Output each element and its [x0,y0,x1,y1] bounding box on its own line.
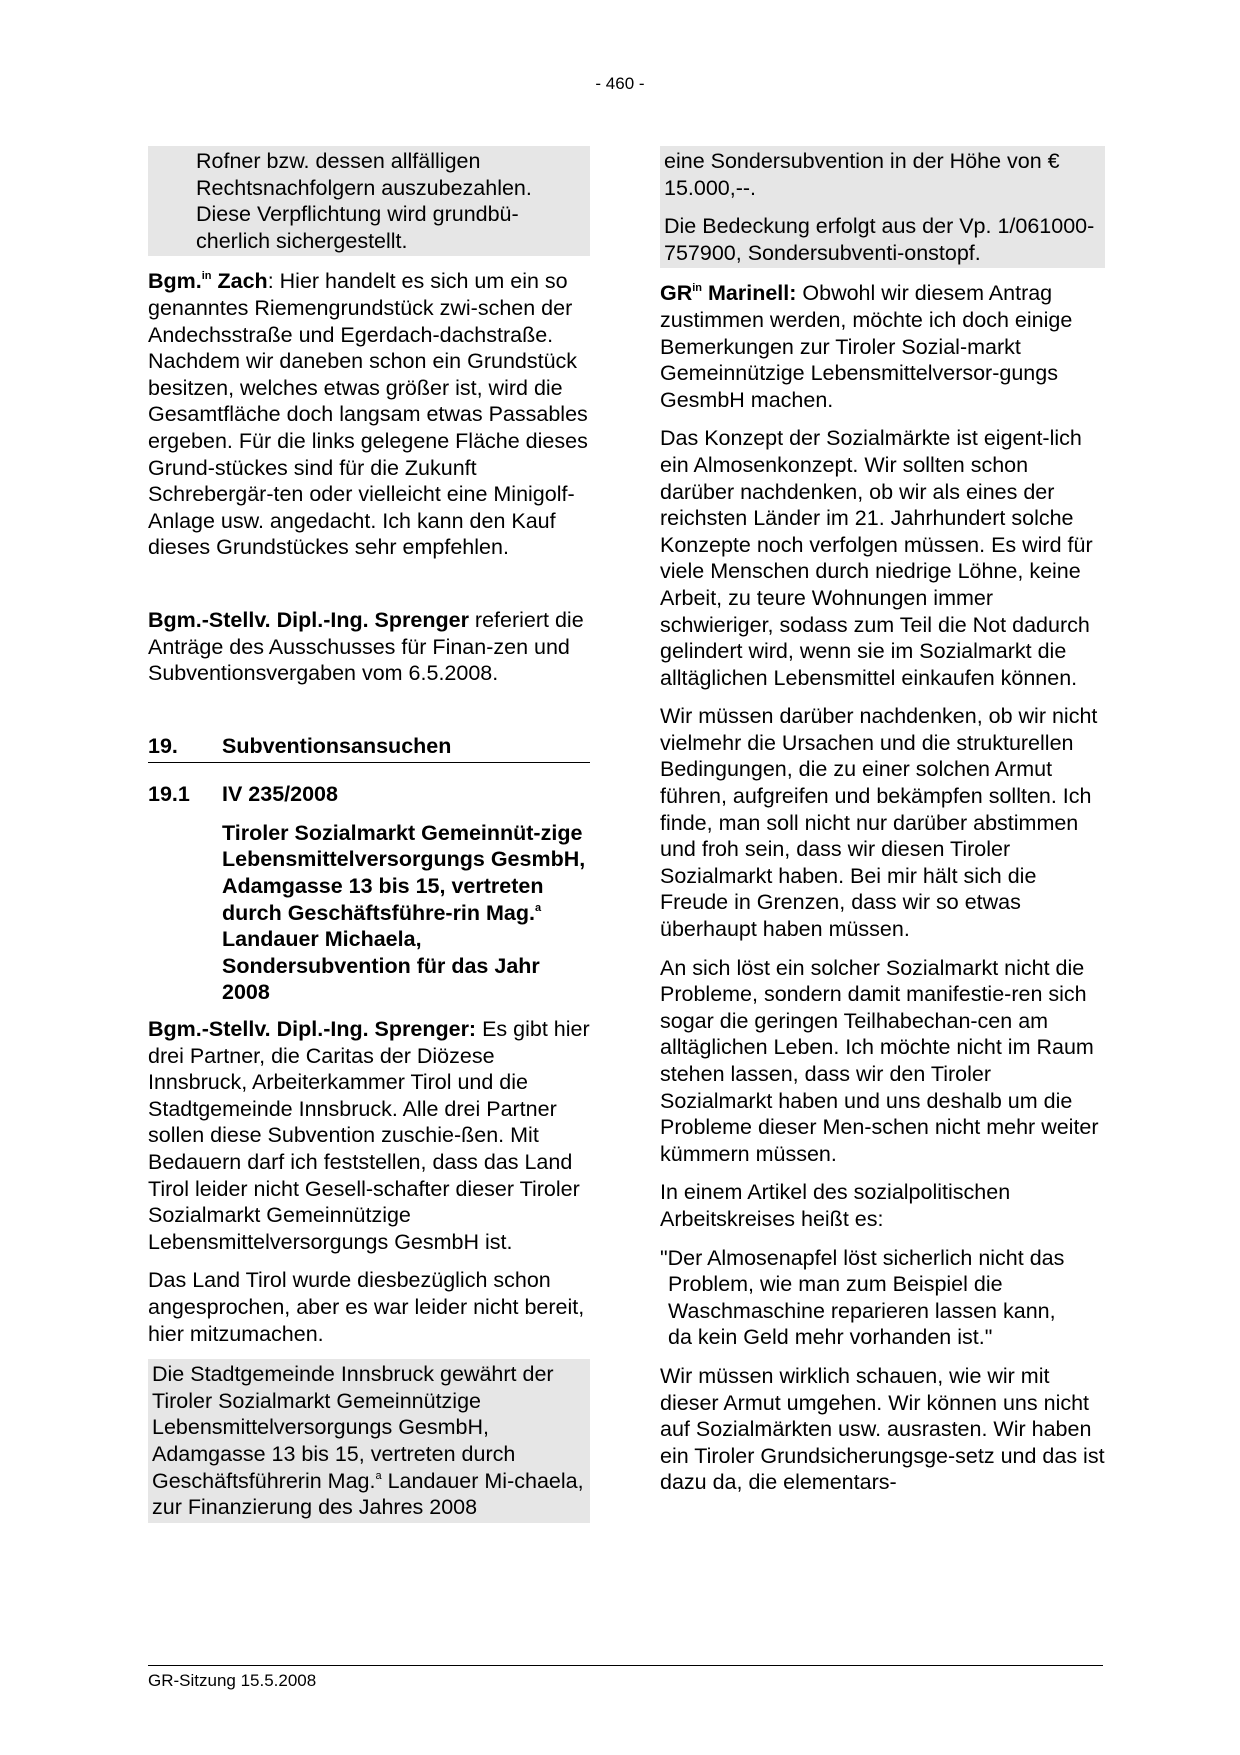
sprenger-intro-paragraph [148,607,590,687]
section-title: Subventionsansuchen [222,733,452,758]
shaded-block-bottom [148,1359,590,1523]
sprenger-intro-speaker: Bgm.-Stellv. Dipl.-Ing. Sprenger [148,607,469,632]
footer-text: GR-Sitzung 15.5.2008 [148,1671,317,1690]
marinell-speaker-sup: in [692,282,703,295]
right-column [660,146,1105,1508]
shaded-top-line: cherlich sichergestellt. [196,228,408,253]
sprenger-intro-text: referiert die Anträge des Ausschusses für Finan-zen und Subventionsvergaben vom 6.5.2008. [148,607,584,686]
left-column [148,146,590,1535]
sprenger-speech-speaker: Bgm.-Stellv. Dipl.-Ing. Sprenger: [148,1017,477,1042]
item-heading [148,781,590,808]
zach-speaker-sup: in [201,270,212,283]
shaded-block-right [660,146,1105,268]
item-ref: IV 235/2008 [222,782,338,807]
land-tirol-paragraph: Das Land Tirol wurde diesbezüglich schon angesprochen, aber es war leider nicht bereit, hier mitzumachen. [148,1268,585,1346]
ursachen-paragraph: Wir müssen darüber nachdenken, ob wir nicht vielmehr die Ursachen und die strukturellen Bedingungen, die zu einer solchen Armut führen, aufgreifen und bekämpfen sollten. Ich finde, man soll nicht nur darüber abstimmen und froh sein, dass wir diesen Tiroler Sozialmarkt haben. Bei mir hält sich die Freude in Grenzen, dass wir so etwas überhaupt haben müssen. [660,704,1098,942]
shaded-right-p2: Die Bedeckung erfolgt aus der Vp. 1/061000-757900, Sondersubventi-onstopf. [664,214,1095,265]
shaded-top-line: Rechtsnachfolgern auszubezahlen. [196,175,532,200]
quote-line: Problem, wie man zum Beispiel die [668,1272,1003,1297]
item-title-part1: Tiroler Sozialmarkt Gemeinnüt-zige Lebensmittelversorgungs GesmbH, Adamgasse 13 bis 15, vertreten durch Geschäftsführe-rin Mag. [222,820,586,925]
quote-block [660,1245,1105,1351]
page-number: - 460 - [595,74,645,93]
sprenger-speech-text: Es gibt hier drei Partner, die Caritas der Diözese Innsbruck, Arbeiterkammer Tirol und die Stadtgemeinde Innsbruck. Alle drei Partner sollen diese Subvention zuschie-ßen. Mit Bedauern darf ich feststellen, dass das Land Tirol leider nicht Gesell-schafter dieser Tiroler Sozialmarkt Gemeinnützige Lebensmittelversorgungs GesmbH ist. [148,1017,590,1254]
zach-text: : Hier handelt es sich um ein so genanntes Riemengrundstück zwi-schen der Andechsstraße und Egerdach-dachstraße. Nachdem wir daneben schon ein Grundstück besitzen, welches etwas größer ist, wird die Gesamtfläche doch langsam etwas Passables ergeben. Für die links gelegene Fläche dieses Grund-stückes sind für die Zukunft Schrebergär-ten oder vielleicht eine Minigolf-Anlage usw. angedacht. Ich kann den Kauf dieses Grundstückes sehr empfehlen. [148,269,588,560]
item-title-part2: Landauer Michaela, Sondersubvention für das Jahr 2008 [222,927,540,1005]
section-number: 19. [148,733,178,758]
quote-line: "Der Almosenapfel löst sicherlich nicht das [660,1245,1065,1270]
shaded-top-line: Rofner bzw. dessen allfälligen [196,149,481,173]
armut-paragraph: Wir müssen wirklich schauen, wie wir mit dieser Armut umgehen. Wir können uns nicht auf Sozialmärkten usw. ausrasten. Wir haben ein Tiroler Grundsicherungsge-setz und das ist dazu da, die elementars- [660,1363,1105,1495]
marinell-speaker-name: Marinell: [702,281,797,306]
item-title-sup: a [535,901,542,914]
marinell-text: Obwohl wir diesem Antrag zustimmen werden, möchte ich doch einige Bemerkungen zur Tiroler Sozial-markt Gemeinnützige Lebensmittelversor-gungs GesmbH machen. [660,281,1073,412]
footer-divider [148,1665,1103,1666]
sprenger-speech-paragraph [148,1016,590,1255]
shaded-bottom-sup: a [375,1469,382,1482]
shaded-block-top [148,146,590,256]
shaded-right-p1: eine Sondersubvention in der Höhe von € 15.000,--. [664,149,1060,200]
artikel-paragraph: In einem Artikel des sozialpolitischen Arbeitskreises heißt es: [660,1180,1011,1231]
konzept-paragraph: Das Konzept der Sozialmärkte ist eigent-lich ein Almosenkonzept. Wir sollten schon darüber nachdenken, ob wir als eines der reichsten Länder im 21. Jahrhundert solche Konzepte noch verfolgen müssen. Es wird für viele Menschen durch niedrige Löhne, keine Arbeit, zu teure Wohnungen immer schwieriger, sodass zum Teil die Not dadurch gelindert wird, wenn sie im Sozialmarkt die alltäglichen Lebensmittel einkaufen können. [660,426,1093,690]
zach-speaker-name: Zach [211,269,268,294]
quote-line: Waschmaschine reparieren lassen kann, [668,1298,1056,1323]
item-number: 19.1 [148,782,190,807]
section-heading [148,733,590,764]
shaded-bottom-part1: Die Stadtgemeinde Innsbruck gewährt der Tiroler Sozialmarkt Gemeinnützige Lebensmittelversorgungs GesmbH, Adamgasse 13 bis 15, vertreten durch Geschäftsführerin Mag. [152,1362,554,1493]
zach-speaker: Bgm. [148,269,202,294]
shaded-bottom-part2: Landauer Mi-chaela, zur Finanzierung des Jahres 2008 [152,1468,584,1520]
shaded-top-line: Diese Verpflichtung wird grundbü- [196,202,519,227]
marinell-paragraph [660,280,1105,413]
item-title [222,820,590,1006]
zach-paragraph [148,268,590,561]
quote-line: da kein Geld mehr vorhanden ist." [668,1325,993,1350]
marinell-speaker: GR [660,281,693,306]
probleme-paragraph: An sich löst ein solcher Sozialmarkt nicht die Probleme, sondern damit manifestie-ren sich sogar die geringen Teilhabechan-cen am alltäglichen Leben. Ich möchte nicht im Raum stehen lassen, dass wir den Tiroler Sozialmarkt haben und uns deshalb um die Probleme dieser Men-schen nicht mehr weiter kümmern müssen. [660,955,1099,1166]
